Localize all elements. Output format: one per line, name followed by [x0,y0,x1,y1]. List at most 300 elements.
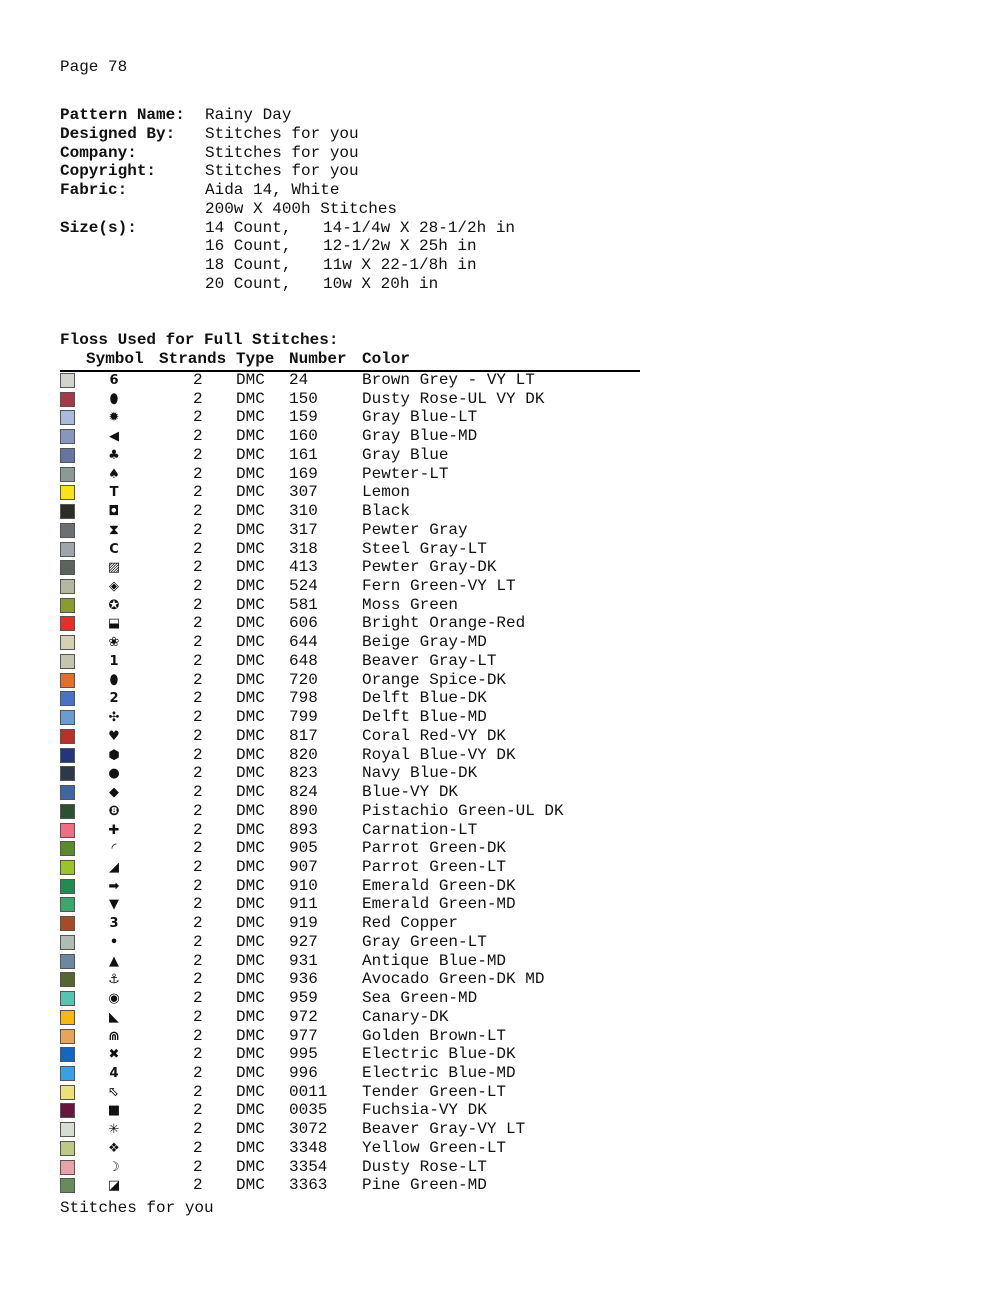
floss-number: 644 [289,633,318,652]
color-swatch [60,823,75,838]
floss-type: DMC [236,371,265,389]
table-row [58,390,658,409]
stitch-symbol-icon: C [109,541,119,557]
color-swatch [60,579,75,594]
strands: 2 [193,483,203,502]
strands: 2 [193,951,203,970]
floss-number: 317 [289,520,318,539]
table-row [58,989,658,1008]
floss-color-name: Avocado Green-DK MD [362,970,545,989]
table-row [58,465,658,484]
floss-color-name: Emerald Green-DK [362,876,516,895]
info-value: Rainy Day [205,106,292,124]
floss-number: 150 [289,389,318,408]
floss-number: 799 [289,708,318,727]
stitch-symbol-icon: ⬢ [108,747,120,763]
strands: 2 [193,539,203,558]
floss-color-name: Tender Green-LT [362,1082,507,1101]
strands: 2 [193,801,203,820]
color-swatch [60,935,75,950]
size-count: 14 Count, [205,218,292,237]
color-swatch [60,916,75,931]
stitch-symbol-icon: 4 [109,1066,119,1081]
strands: 2 [193,464,203,483]
table-row [58,689,658,708]
table-row [58,371,658,390]
floss-number: 524 [289,577,318,596]
table-row [58,408,658,427]
floss-number: 995 [289,1045,318,1064]
table-row [58,1101,658,1120]
floss-color-name: Beaver Gray-LT [362,651,497,670]
color-swatch [60,485,75,500]
stitch-symbol-icon: ✣ [108,710,120,726]
color-swatch [60,710,75,725]
stitch-symbol-icon: ◪ [107,1178,121,1194]
floss-number: 318 [289,539,318,558]
floss-color-name: Navy Blue-DK [362,764,478,783]
strands: 2 [193,1026,203,1045]
color-swatch [60,1178,75,1193]
color-swatch [60,598,75,613]
floss-type: DMC [236,783,265,802]
info-label: Company: [60,143,137,162]
color-swatch [60,1141,75,1156]
floss-type: DMC [236,1101,265,1120]
floss-number: 581 [289,595,318,614]
strands: 2 [193,820,203,839]
sizes-label: Size(s): [60,218,137,237]
floss-type: DMC [236,1176,265,1195]
stitch-symbol-icon: ◢ [109,859,119,875]
floss-type: DMC [236,745,265,764]
color-swatch [60,748,75,763]
size-count: 16 Count, [205,237,292,256]
size-dims: 11w X 22-1/8h in [323,256,477,274]
table-row [58,577,658,596]
floss-number: 307 [289,483,318,502]
stitch-symbol-icon: 3 [109,916,119,932]
floss-number: 159 [289,408,318,427]
table-row [58,671,658,690]
floss-color-name: Blue-VY DK [362,783,459,802]
strands: 2 [193,371,203,389]
floss-number: 936 [289,970,318,989]
floss-type: DMC [236,502,265,521]
floss-number: 905 [289,839,318,858]
floss-color-name: Pewter Gray-DK [362,558,497,577]
floss-type: DMC [236,464,265,483]
floss-number: 24 [289,371,309,389]
floss-color-name: Orange Spice-DK [362,670,507,689]
strands: 2 [193,558,203,577]
stitch-symbol-icon: ⬁ [108,1084,120,1100]
floss-type: DMC [236,970,265,989]
floss-number: 996 [289,1064,318,1082]
stitch-symbol-icon: ✪ [108,597,120,613]
floss-type: DMC [236,914,265,933]
floss-color-name: Brown Grey - VY LT [362,371,535,389]
strands: 2 [193,783,203,802]
floss-color-name: Fern Green-VY LT [362,577,516,596]
floss-number: 890 [289,801,318,820]
floss-type: DMC [236,483,265,502]
floss-color-name: Sea Green-MD [362,989,478,1008]
strands: 2 [193,1101,203,1120]
stitch-symbol-icon: ⧗ [109,522,119,538]
floss-number: 169 [289,464,318,483]
floss-type: DMC [236,1045,265,1064]
strands: 2 [193,1064,203,1082]
floss-color-name: Black [362,502,411,521]
color-swatch [60,766,75,781]
floss-color-name: Steel Gray-LT [362,539,487,558]
table-row [58,558,658,577]
floss-color-name: Emerald Green-MD [362,895,516,914]
floss-type: DMC [236,820,265,839]
color-swatch [60,448,75,463]
table-row [58,483,658,502]
color-swatch [60,991,75,1006]
strands: 2 [193,445,203,464]
floss-color-name: Parrot Green-LT [362,857,507,876]
color-swatch [60,654,75,669]
floss-number: 3072 [289,1120,328,1139]
table-row [58,802,658,821]
info-value: Stitches for you [205,143,359,162]
info-label: Designed By: [60,124,176,143]
floss-number: 823 [289,764,318,783]
floss-color-name: Fuchsia-VY DK [362,1101,487,1120]
table-row [58,633,658,652]
floss-number: 3348 [289,1138,328,1157]
floss-color-name: Dusty Rose-UL VY DK [362,389,545,408]
table-row [58,1139,658,1158]
stitch-symbol-icon: ⬓ [107,616,121,632]
floss-color-name: Lemon [362,483,411,502]
size-dims: 12-1/2w X 25h in [323,237,477,256]
table-row [58,708,658,727]
strands: 2 [193,520,203,539]
stitch-symbol-icon: ✹ [108,410,120,426]
floss-type: DMC [236,670,265,689]
size-dims: 14-1/4w X 28-1/2h in [323,218,516,237]
floss-number: 977 [289,1026,318,1045]
color-swatch [60,954,75,969]
color-swatch [60,1085,75,1100]
floss-number: 0035 [289,1101,328,1120]
floss-number: 161 [289,445,318,464]
color-swatch [60,1047,75,1062]
floss-number: 160 [289,427,318,446]
floss-number: 606 [289,614,318,633]
floss-type: DMC [236,801,265,820]
strands: 2 [193,914,203,933]
color-swatch [60,1122,75,1137]
color-swatch [60,897,75,912]
floss-type: DMC [236,389,265,408]
strands: 2 [193,1157,203,1176]
strands: 2 [193,726,203,745]
floss-number: 310 [289,502,318,521]
floss-number: 720 [289,670,318,689]
table-row [58,914,658,933]
table-row [58,1008,658,1027]
floss-type: DMC [236,408,265,427]
table-row [58,427,658,446]
floss-color-name: Delft Blue-DK [362,689,487,708]
color-swatch [60,860,75,875]
table-row [58,1045,658,1064]
info-value: 200w X 400h Stitches [205,199,398,218]
header-type: Type [236,350,275,368]
floss-color-name: Gray Blue-LT [362,408,478,427]
stitch-symbol-icon: ◀ [109,429,119,445]
color-swatch [60,691,75,706]
color-swatch [60,785,75,800]
header-color: Color [362,350,411,368]
color-swatch [60,841,75,856]
floss-number: 972 [289,1007,318,1026]
floss-color-name: Royal Blue-VY DK [362,745,516,764]
floss-number: 798 [289,689,318,708]
stitch-symbol-icon: ⬮ [109,391,119,407]
info-value: Stitches for you [205,162,359,181]
strands: 2 [193,989,203,1008]
strands: 2 [193,651,203,670]
table-row [58,727,658,746]
stitch-symbol-icon: ☽ [108,1159,120,1175]
stitch-symbol-icon: ⬮ [109,672,119,688]
floss-color-name: Pistachio Green-UL DK [362,801,564,820]
size-count: 20 Count, [205,274,292,293]
table-row [58,1158,658,1177]
strands: 2 [193,633,203,652]
floss-type: DMC [236,445,265,464]
table-row [58,952,658,971]
floss-number: 907 [289,857,318,876]
table-row [58,858,658,877]
table-row [58,970,658,989]
info-value: Aida 14, White [205,181,340,199]
strands: 2 [193,839,203,858]
strands: 2 [193,1045,203,1064]
floss-color-name: Antique Blue-MD [362,951,507,970]
info-label: Copyright: [60,162,157,181]
stitch-symbol-icon: ◜ [111,841,117,857]
table-row [58,502,658,521]
table-row [58,895,658,914]
floss-number: 648 [289,651,318,670]
color-swatch [60,673,75,688]
floss-type: DMC [236,1120,265,1139]
color-swatch [60,1066,75,1081]
floss-number: 413 [289,558,318,577]
table-row [58,1083,658,1102]
floss-type: DMC [236,614,265,633]
page-number: Page 78 [60,58,128,76]
floss-number: 893 [289,820,318,839]
stitch-symbol-icon: ◘ [108,504,120,520]
strands: 2 [193,895,203,914]
floss-color-name: Canary-DK [362,1007,449,1026]
strands: 2 [193,876,203,895]
table-row [58,596,658,615]
floss-number: 824 [289,783,318,802]
color-swatch [60,410,75,425]
stitch-symbol-icon: 2 [109,691,119,707]
table-row [58,1027,658,1046]
strands: 2 [193,577,203,596]
color-swatch [60,616,75,631]
color-swatch [60,542,75,557]
floss-color-name: Delft Blue-MD [362,708,487,727]
floss-type: DMC [236,1157,265,1176]
floss-color-name: Gray Blue [362,445,449,464]
floss-color-name: Yellow Green-LT [362,1138,507,1157]
floss-color-name: Electric Blue-DK [362,1045,516,1064]
info-label: Fabric: [60,181,128,199]
floss-color-name: Dusty Rose-LT [362,1157,487,1176]
color-swatch [60,729,75,744]
floss-color-name: Red Copper [362,914,459,933]
color-swatch [60,429,75,444]
stitch-symbol-icon: ▼ [109,897,119,913]
color-swatch [60,804,75,819]
floss-number: 0011 [289,1082,328,1101]
strands: 2 [193,427,203,446]
table-row [58,1176,658,1195]
stitch-symbol-icon: ■ [107,1103,121,1119]
table-row [58,652,658,671]
floss-type: DMC [236,708,265,727]
floss-type: DMC [236,633,265,652]
floss-type: DMC [236,839,265,858]
floss-color-name: Bright Orange-Red [362,614,526,633]
strands: 2 [193,670,203,689]
color-swatch [60,523,75,538]
table-row [58,1120,658,1139]
floss-color-name: Coral Red-VY DK [362,726,507,745]
stitch-symbol-icon: ◈ [109,579,119,595]
stitch-symbol-icon: ❖ [108,1140,120,1156]
table-row [58,933,658,952]
color-swatch [60,1010,75,1025]
table-row [58,1064,658,1083]
strands: 2 [193,764,203,783]
floss-type: DMC [236,951,265,970]
table-row [58,764,658,783]
floss-type: DMC [236,1026,265,1045]
stitch-symbol-icon: ♠ [108,466,120,482]
floss-type: DMC [236,1007,265,1026]
strands: 2 [193,1082,203,1101]
strands: 2 [193,614,203,633]
strands: 2 [193,1007,203,1026]
stitch-symbol-icon: ➡ [108,878,120,894]
floss-type: DMC [236,989,265,1008]
floss-color-name: Golden Brown-LT [362,1026,507,1045]
floss-type: DMC [236,577,265,596]
stitch-symbol-icon: ✖ [108,1047,120,1063]
floss-type: DMC [236,932,265,951]
color-swatch [60,467,75,482]
stitch-symbol-icon: • [109,934,119,950]
strands: 2 [193,408,203,427]
floss-color-name: Pewter Gray [362,520,468,539]
strands: 2 [193,1176,203,1195]
color-swatch [60,879,75,894]
strands: 2 [193,1120,203,1139]
stitch-symbol-icon: ♣ [108,447,120,463]
table-row [58,877,658,896]
floss-type: DMC [236,1082,265,1101]
floss-number: 910 [289,876,318,895]
header-number: Number [289,350,347,368]
table-row [58,540,658,559]
stitch-symbol-icon: T [109,485,119,501]
floss-type: DMC [236,427,265,446]
table-row [58,839,658,858]
color-swatch [60,373,75,388]
floss-color-name: Pine Green-MD [362,1176,487,1195]
size-count: 18 Count, [205,256,292,274]
floss-number: 931 [289,951,318,970]
stitch-symbol-icon: ❀ [108,635,120,651]
floss-number: 820 [289,745,318,764]
table-row [58,614,658,633]
strands: 2 [193,595,203,614]
floss-number: 959 [289,989,318,1008]
strands: 2 [193,745,203,764]
stitch-symbol-icon: ◆ [109,785,119,801]
footer-text: Stitches for you [60,1199,214,1217]
floss-color-name: Moss Green [362,595,459,614]
floss-color-name: Beige Gray-MD [362,633,487,652]
stitch-symbol-icon: ◉ [108,991,120,1007]
floss-type: DMC [236,764,265,783]
table-row [58,746,658,765]
stitch-symbol-icon: ◣ [109,1009,119,1025]
floss-number: 927 [289,932,318,951]
floss-type: DMC [236,895,265,914]
strands: 2 [193,1138,203,1157]
floss-color-name: Electric Blue-MD [362,1064,516,1082]
strands: 2 [193,708,203,727]
strands: 2 [193,389,203,408]
floss-color-name: Parrot Green-DK [362,839,507,858]
floss-number: 3363 [289,1176,328,1195]
color-swatch [60,635,75,650]
floss-number: 3354 [289,1157,328,1176]
floss-type: DMC [236,520,265,539]
stitch-symbol-icon: ♥ [108,728,120,744]
table-header [60,350,640,372]
stitch-symbol-icon: ▲ [109,953,119,969]
color-swatch [60,972,75,987]
strands: 2 [193,932,203,951]
stitch-symbol-icon: ● [108,766,120,782]
color-swatch [60,504,75,519]
floss-type: DMC [236,539,265,558]
stitch-symbol-icon: ⋒ [108,1028,120,1044]
size-dims: 10w X 20h in [323,274,439,293]
floss-type: DMC [236,1138,265,1157]
strands: 2 [193,689,203,708]
floss-type: DMC [236,726,265,745]
floss-type: DMC [236,857,265,876]
color-swatch [60,560,75,575]
